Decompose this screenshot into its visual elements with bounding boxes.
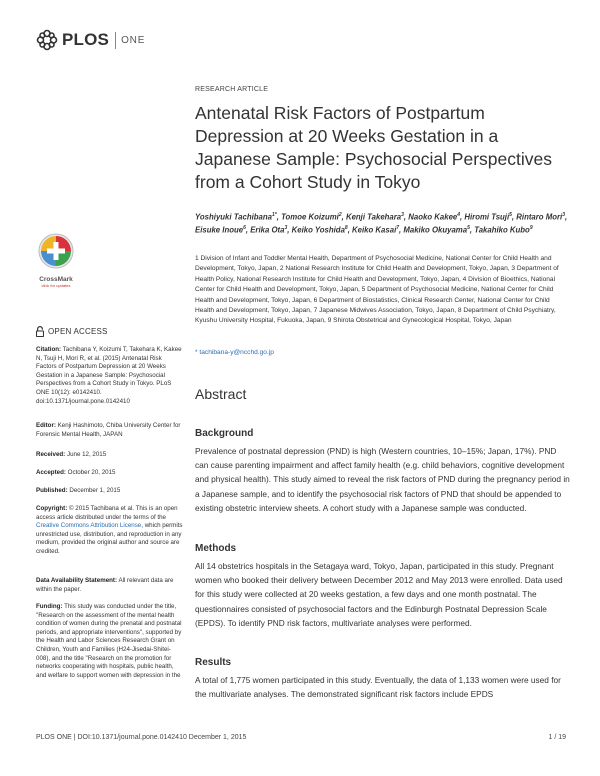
author-list: Yoshiyuki Tachibana$^{1*}$, Tomoe Koizumi$^2$, Kenji Takehara$^3$, Naoko Kakee$^4$, Hiromi Tsuji$^5$, Rintaro Mori$^3$, Eisuke Inoue$^6$, Erika Ota$^3$, Keiko Yoshida$^8$, Keiko Kasai$^7$, Makiko Okuyama$^5$, Takahiko Kubo$^9$ — [195, 212, 568, 235]
copyright-label: Copyright: — [36, 505, 68, 512]
crossmark-label: CrossMark — [39, 276, 73, 283]
logo-divider — [115, 32, 116, 49]
copyright-text-end: , which permits unrestricted use, distribution, and reproduction in any medium, provided the original author and source are credited. — [36, 522, 183, 555]
license-link[interactable]: Creative Commons Attribution License — [36, 522, 142, 530]
received-block — [36, 451, 184, 460]
author-name: Rintaro Mori — [516, 212, 563, 222]
author-affiliation-mark: 3 — [562, 212, 565, 218]
plos-flower-icon — [36, 29, 58, 51]
author-name: Yoshiyuki Tachibana — [195, 212, 272, 222]
methods-section — [195, 543, 570, 630]
affiliations: 1 Division of Infant and Toddler Mental Health, Department of Psychosocial Medicine, National Center for Child Health and Development, Tokyo, Japan, 2 National Research Institute for Child Health and Development, Tokyo, Japan, 3 Department of Health Policy, National Research Institute for Child Health and Development, Tokyo, Japan, 4 Division of Bioethics, National Center for Child Health and Development, Tokyo, Japan, 5 Department of Psychosocial Medicine, National Center for Child Health and Development, Tokyo, Japan, 6 Department of Biostatistics, Clinical Research Center, National Center for Child Health and Development, Tokyo, Japan, 7 Japanese Midwives Association, Tokyo, Japan, 8 Department of Child Psychiatry, Kyushu University Hospital, Fukuoka, Japan, 9 Shirota Obstetrical and Gynecological Hospital, Tokyo, Japan — [195, 255, 559, 325]
plos-brand: PLOS — [62, 30, 110, 49]
author-name: Erika Ota — [250, 225, 285, 235]
accepted-label: Accepted: — [36, 469, 66, 476]
background-heading: Background — [195, 428, 254, 439]
journal-name: ONE — [121, 34, 146, 46]
page-number: 1 / 19 — [548, 734, 566, 741]
crossmark-badge[interactable] — [36, 232, 76, 288]
author-affiliation-mark: 7 — [396, 224, 400, 231]
open-lock-icon — [36, 326, 44, 337]
article-type: RESEARCH ARTICLE — [195, 86, 269, 93]
author-affiliation-mark: 1* — [271, 212, 277, 218]
received-date: June 12, 2015 — [66, 451, 107, 458]
published-block — [36, 487, 184, 496]
background-text: Prevalence of postnatal depression (PND) is high (Western countries, 10–15%; Japan, 17%). PND can cause parenting impairment and affect family health (e.g. child behaviors, cognitive development and physical health). This study aimed to reveal the risk factors of PND during the pregnancy period in a Japanese sample, and to identify the psychosocial risk factors of PND that should be appended to existing obstetric interview sheets. A cohort study with a Japanese sample was conducted. — [195, 446, 570, 513]
funding-block — [36, 603, 184, 680]
plos-logo[interactable] — [36, 29, 145, 51]
corresponding-email[interactable]: * tachibana-y@ncchd.go.jp — [195, 349, 274, 356]
published-date: December 1, 2015 — [69, 487, 121, 494]
citation-label: Citation: — [36, 346, 62, 353]
accepted-date: October 20, 2015 — [67, 469, 116, 476]
accepted-block — [36, 469, 184, 478]
open-access-badge — [36, 326, 108, 337]
author-name: Hiromi Tsuji — [464, 212, 510, 222]
author-affiliation-mark: 3 — [401, 212, 404, 218]
crossmark-sub: click for updates — [41, 283, 71, 288]
methods-text: All 14 obstetrics hospitals in the Setagaya ward, Tokyo, Japan, participated in this study. Pregnant women who booked their delivery between December 2012 and May 2013 were enrolled. Data used for this study were collected at 20 weeks gestation, a few days and one month postnatal. The questionnaires consisted of psychosocial factors and the Edinburgh Postnatal Depression Scale (EPDS). To identify PND risk factors, multivariate analyses were performed. — [195, 561, 563, 628]
author-name: Makiko Okuyama — [403, 225, 468, 235]
abstract-heading: Abstract — [195, 386, 247, 402]
citation-block — [36, 346, 184, 406]
editor-text: Kenji Hashimoto, Chiba University Center for Forensic Mental Health, JAPAN — [36, 422, 181, 438]
author-affiliation-mark: 9 — [529, 224, 533, 231]
author-name: Kenji Takehara — [345, 212, 402, 222]
data-availability-block — [36, 577, 184, 594]
editor-label: Editor: — [36, 422, 56, 429]
author-affiliation-mark: 4 — [457, 212, 461, 218]
article-title: Antenatal Risk Factors of Postpartum Depression at 20 Weeks Gestation in a Japanese Sample: Psychosocial Perspectives from a Cohort Study in Tokyo — [195, 103, 552, 192]
author-affiliation-mark: 5 — [509, 212, 512, 218]
open-access-label: OPEN ACCESS — [48, 327, 108, 336]
background-section — [195, 428, 570, 515]
data-availability-label: Data Availability Statement: — [36, 577, 118, 584]
author-name: Tomoe Koizumi — [281, 212, 339, 222]
methods-heading: Methods — [195, 543, 237, 554]
results-section — [195, 657, 570, 701]
author-name: Takahiko Kubo — [474, 225, 530, 235]
received-label: Received: — [36, 451, 66, 458]
funding-text: This study was conducted under the title, "Research on the assessment of the mental health condition of women during the prenatal and postnatal periods, and appropriate interventions", supported by the Health and Labor Sciences Research Grant on Children, Youth and Families (H24-Jisedai-Shitei-008), and the title "Research on the promotion for networks cooperating with hospitals, public health, and welfare to support women with depression in the — [36, 603, 182, 679]
author-affiliation-mark: 3 — [284, 224, 288, 231]
footer-citation: PLOS ONE | DOI:10.1371/journal.pone.0142410 December 1, 2015 — [36, 734, 247, 741]
citation-text: Tachibana Y, Koizumi T, Takehara K, Kakee N, Tsuji H, Mori R, et al. (2015) Antenatal Risk Factors of Postpartum Depression at 20 Weeks Gestation in a Japanese Sample: Psychosocial Perspectives from a Cohort Study in Tokyo. PLoS ONE 10(12): e0142410. doi:10.1371/journal.pone.0142410 — [36, 346, 182, 405]
editor-block — [36, 422, 184, 439]
funding-label: Funding: — [36, 603, 63, 610]
copyright-block — [36, 505, 184, 557]
results-heading: Results — [195, 657, 232, 668]
data-availability-text: All relevant data are within the paper. — [36, 577, 174, 593]
author-name: Naoko Kakee — [408, 212, 458, 222]
published-label: Published: — [36, 487, 68, 494]
author-affiliation-mark: 2 — [338, 212, 342, 218]
author-affiliation-mark: 5 — [467, 224, 470, 231]
author-name: Keiko Kasai — [352, 225, 397, 235]
author-affiliation-mark: 8 — [344, 224, 348, 231]
page-footer — [36, 734, 566, 741]
author-affiliation-mark: 6 — [243, 224, 246, 231]
copyright-text: © 2015 Tachibana et al. This is an open access article distributed under the terms of the — [36, 505, 178, 521]
author-name: Keiko Yoshida — [291, 225, 345, 235]
results-text: A total of 1,775 women participated in this study. Eventually, the data of 1,133 women were used for the multivariate analyses. The demonstrated significant risk factors include EPDS — [195, 675, 561, 700]
crossmark-icon — [36, 232, 76, 270]
author-name: Eisuke Inoue — [195, 225, 244, 235]
